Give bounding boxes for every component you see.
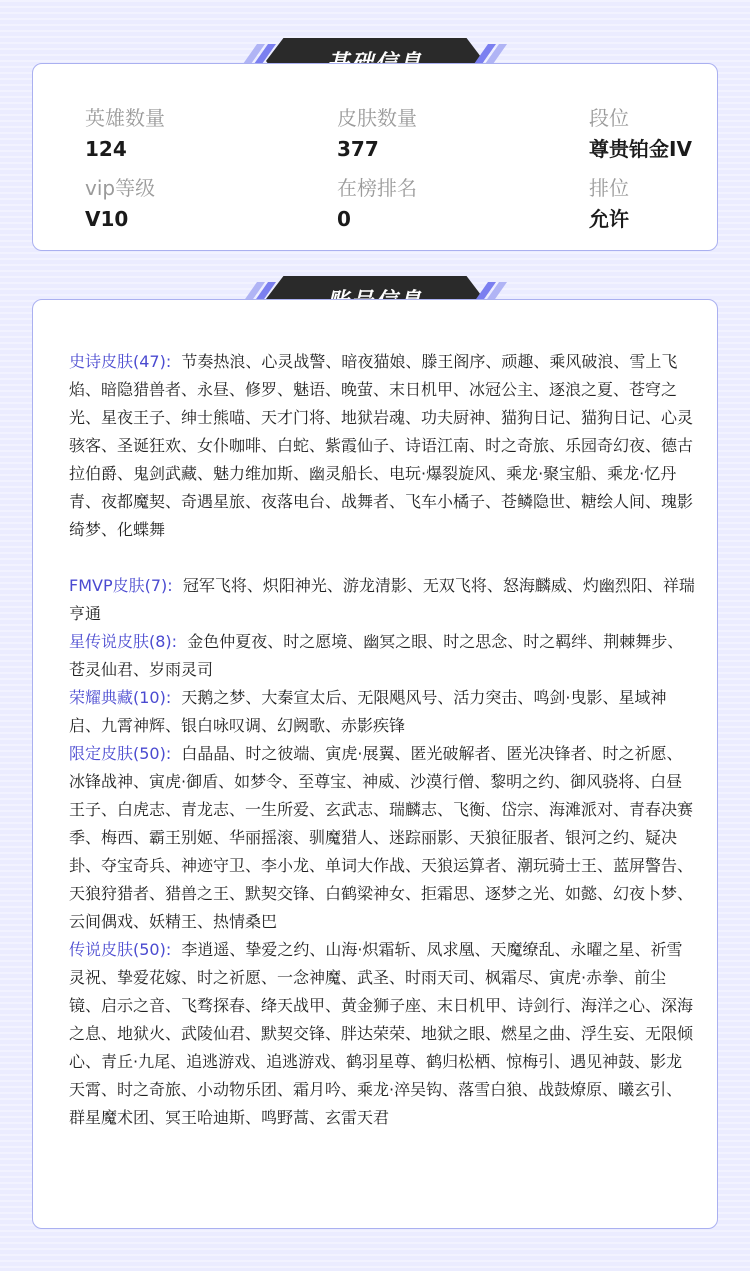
category-items: 李逍遥、挚爱之约、山海·炽霜斩、凤求凰、天魔缭乱、永曜之星、祈雪灵祝、挚爱花嫁、时之祈愿、一念神魔、武圣、时雨天司、枫霜尽、寅虎·赤拳、前尘镜、启示之音、飞骛探春、绛天战甲、黄金狮子座、末日机甲、诗剑行、海洋之心、深海之息、地狱火、武陵仙君、默契交锋、胖达荣荣、地狱之眼、燃星之曲、浮生妄、无限倾心、青丘·九尾、追逃游戏、追逃游戏、鹤羽星尊、鹤归松栖、惊梅引、遇见神鼓、影龙天霄、时之奇旅、小动物乐团、霜月吟、乘龙·淬吴钩、落雪白狼、战鼓燎原、曦玄引、群星魔术团、冥王哈迪斯、鸣野蒿、玄雷天君 <box>69 940 694 1127</box>
category-label: 史诗皮肤(47): <box>69 352 172 371</box>
field-label: 英雄数量 <box>85 106 165 130</box>
category-items: 节奏热浪、心灵战警、暗夜猫娘、滕王阁序、顽趣、乘风破浪、雪上飞焰、暗隐猎兽者、永昼、修罗、魅语、晚萤、末日机甲、冰冠公主、逐浪之夏、苍穹之光、星夜王子、绅士熊喵、天才门将、地狱岩魂、功夫厨神、猫狗日记、猫狗日记、心灵骇客、圣诞狂欢、女仆咖啡、白蛇、紫霞仙子、诗语江南、时之奇旅、乐园奇幻夜、德古拉伯爵、鬼剑武藏、魅力维加斯、幽灵船长、电玩·爆裂旋风、乘龙·聚宝船、乘龙·忆丹青、夜都魔契、奇遇星旅、夜落电台、战舞者、飞车小橘子、苍鳞隐世、糖绘人间、瑰影绮梦、化蝶舞 <box>69 352 694 539</box>
field-label: 在榜排名 <box>337 176 417 200</box>
vip-level-field <box>85 174 155 233</box>
category-label: 星传说皮肤(8): <box>69 632 178 651</box>
field-value: 尊贵铂金IV <box>589 137 692 161</box>
category-label: 限定皮肤(50): <box>69 744 172 763</box>
skin-category-legend <box>69 936 695 1132</box>
field-value: V10 <box>85 207 129 231</box>
skin-count-field <box>337 104 417 163</box>
category-label: FMVP皮肤(7): <box>69 576 173 595</box>
field-value: 124 <box>85 137 127 161</box>
category-items: 天鹅之梦、大秦宣太后、无限飓风号、活力突击、鸣剑·曳影、星域神启、九霄神辉、银白咏叹调、幻阙歌、赤影疾锋 <box>69 688 667 735</box>
ranked-allowed-field <box>589 174 629 233</box>
skin-category-epic <box>69 348 695 544</box>
skin-category-star-legend <box>69 628 695 684</box>
field-value: 允许 <box>589 207 629 231</box>
skin-category-glory-collection <box>69 684 695 740</box>
category-items: 金色仲夏夜、时之愿境、幽冥之眼、时之思念、时之羁绊、荆棘舞步、苍灵仙君、岁雨灵司 <box>69 632 684 679</box>
field-label: 段位 <box>589 106 629 130</box>
category-items: 白晶晶、时之彼端、寅虎·展翼、匿光破解者、匿光决锋者、时之祈愿、冰锋战神、寅虎·御盾、如梦令、至尊宝、神威、沙漠行僧、黎明之约、御风骁将、白昼王子、白虎志、青龙志、一生所爱、玄武志、瑞麟志、飞衡、岱宗、海滩派对、青春决赛季、梅西、霸王别姬、华丽摇滚、驯魔猎人、迷踪丽影、天狼征服者、银河之约、疑决卦、夺宝奇兵、神迹守卫、李小龙、单词大作战、天狼运算者、潮玩骑士王、蓝屏警告、天狼狩猎者、猎兽之王、默契交锋、白鹤梁神女、拒霜思、逐梦之光、如懿、幻夜卜梦、云间偶戏、妖精王、热情桑巴 <box>69 744 694 931</box>
field-label: 排位 <box>589 176 629 200</box>
field-value: 377 <box>337 137 379 161</box>
hero-count-field <box>85 104 165 163</box>
skin-category-limited <box>69 740 695 936</box>
category-label: 荣耀典藏(10): <box>69 688 172 707</box>
skin-category-fmvp <box>69 572 695 628</box>
category-label: 传说皮肤(50): <box>69 940 172 959</box>
rank-tier-field <box>589 104 692 163</box>
basic-info-card <box>32 63 718 251</box>
account-info-card <box>32 299 718 1229</box>
leaderboard-rank-field <box>337 174 417 233</box>
field-label: vip等级 <box>85 176 156 200</box>
skin-category-list <box>69 348 695 1132</box>
field-label: 皮肤数量 <box>337 106 417 130</box>
field-value: 0 <box>337 207 351 231</box>
category-items: 冠军飞将、炽阳神光、游龙清影、无双飞将、怒海麟威、灼幽烈阳、祥瑞亨通 <box>69 576 695 623</box>
